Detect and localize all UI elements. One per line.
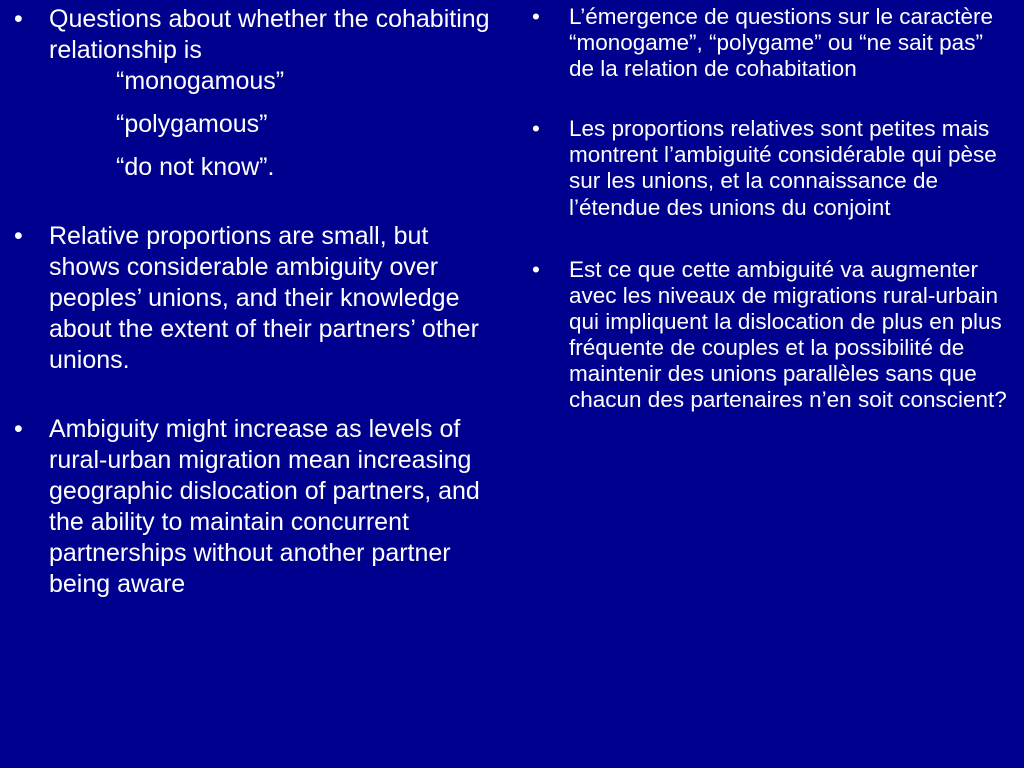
sub-item: “monogamous” bbox=[116, 67, 285, 95]
bullet-dot-icon: • bbox=[532, 256, 540, 282]
bullet-text: Ambiguity might increase as levels of rural-urban migration mean increasing geographic dislocation of partners, and the ability to maintain concurrent partnerships without another partner being aware bbox=[49, 415, 480, 598]
bullet-text: Est ce que cette ambiguité va augmenter avec les niveaux de migrations rural-urbain qui impliquent la dislocation de plus en plus fréquente de couples et la possibilité de maintenir des unions parallèles sans que chacun des partenaires n’en soit conscient? bbox=[569, 256, 1007, 413]
sub-item: “polygamous” bbox=[116, 110, 268, 138]
bullet-item bbox=[532, 116, 1012, 220]
french-column bbox=[532, 4, 1012, 413]
bullet-item bbox=[14, 4, 494, 183]
bullet-dot-icon: • bbox=[14, 5, 23, 33]
bullet-dot-icon: • bbox=[532, 116, 540, 142]
english-column bbox=[14, 4, 494, 600]
bullet-item bbox=[532, 4, 1012, 82]
bullet-dot-icon: • bbox=[532, 4, 540, 29]
bullet-dot-icon: • bbox=[14, 222, 23, 250]
bullet-text: Questions about whether the cohabiting relationship is bbox=[49, 5, 490, 64]
bullet-dot-icon: • bbox=[14, 415, 23, 443]
bullet-text: L’émergence de questions sur le caractère “monogame”, “polygame” ou “ne sait pas” de la relation de cohabitation bbox=[569, 4, 993, 82]
bullet-item bbox=[14, 221, 494, 376]
sub-list bbox=[49, 66, 494, 183]
bullet-text: Relative proportions are small, but shows considerable ambiguity over peoples’ unions, and their knowledge about the extent of their partners’ other unions. bbox=[49, 222, 479, 374]
sub-item: “do not know”. bbox=[116, 153, 275, 181]
bullet-item bbox=[532, 257, 1012, 414]
bullet-item bbox=[14, 414, 494, 600]
bullet-text: Les proportions relatives sont petites mais montrent l’ambiguité considérable qui pèse sur les unions, et la connaissance de l’étendue des unions du conjoint bbox=[569, 116, 997, 220]
